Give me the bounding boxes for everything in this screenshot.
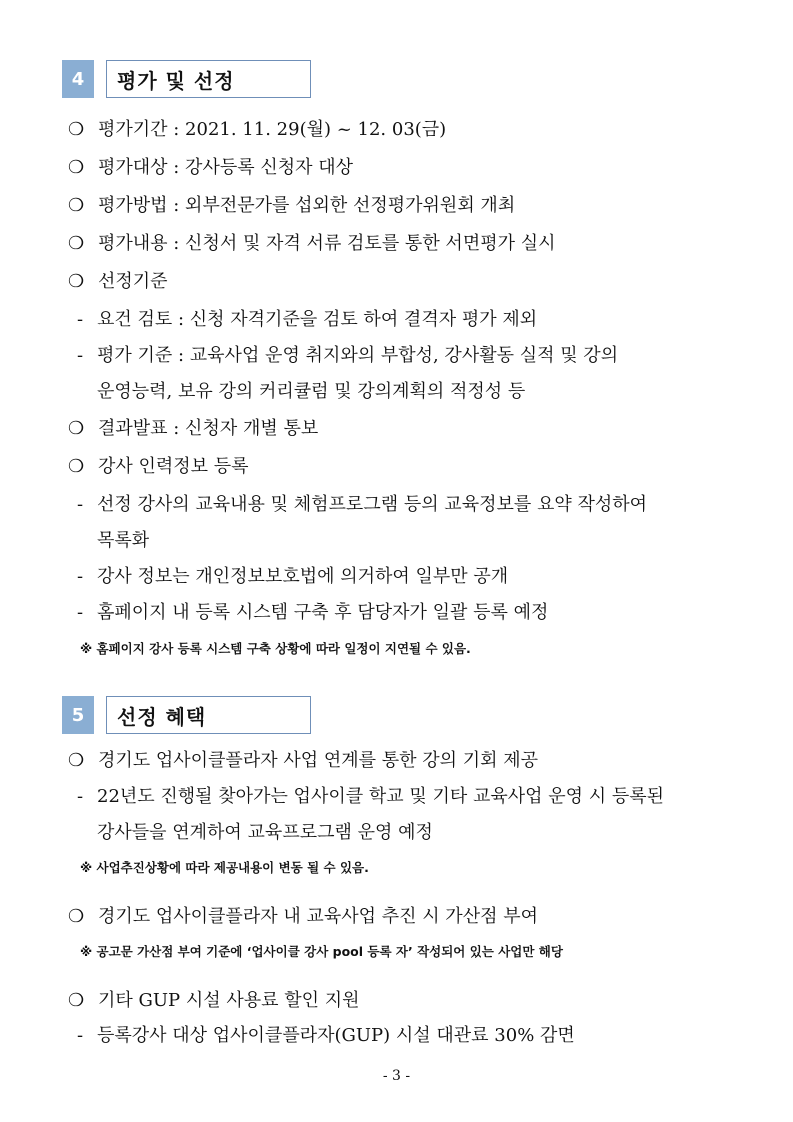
circle-bullet-icon: ❍ [68, 233, 85, 254]
sub-item: - 평가 기준 : 교육사업 운영 취지와의 부합성, 강사활동 실적 및 강의 [77, 345, 619, 366]
list-item: ❍ 평가대상 : 강사등록 신청자 대상 [68, 157, 353, 178]
note: ※ 공고문 가산점 부여 기준에 ‘업사이클 강사 pool 등록 자’ 작성되어 있는 사업만 해당 [80, 944, 563, 959]
sub-item-continuation: 운영능력, 보유 강의 커리큘럼 및 강의계획의 적정성 등 [97, 381, 526, 402]
section-number: 4 [62, 60, 94, 98]
circle-bullet-icon: ❍ [68, 157, 85, 178]
list-item: ❍ 선정기준 [68, 271, 168, 292]
sub-item: - 요건 검토 : 신청 자격기준을 검토 하여 결격자 평가 제외 [77, 309, 538, 330]
sub-item-continuation: 목록화 [97, 530, 150, 551]
page-number: - 3 - [382, 1068, 411, 1084]
circle-bullet-icon: ❍ [68, 906, 85, 927]
section-number: 5 [62, 696, 94, 734]
sub-item: - 등록강사 대상 업사이클플라자(GUP) 시설 대관료 30% 감면 [77, 1025, 575, 1046]
list-item: ❍ 경기도 업사이클플라자 내 교육사업 추진 시 가산점 부여 [68, 906, 538, 927]
sub-item: - 홈페이지 내 등록 시스템 구축 후 담당자가 일괄 등록 예정 [77, 602, 549, 623]
circle-bullet-icon: ❍ [68, 418, 85, 439]
circle-bullet-icon: ❍ [68, 456, 85, 477]
circle-bullet-icon: ❍ [68, 271, 85, 292]
circle-bullet-icon: ❍ [68, 990, 85, 1011]
sub-item-continuation: 강사들을 연계하여 교육프로그램 운영 예정 [97, 822, 433, 843]
sub-item: - 선정 강사의 교육내용 및 체험프로그램 등의 교육정보를 요약 작성하여 [77, 494, 648, 515]
list-item: ❍ 경기도 업사이클플라자 사업 연계를 통한 강의 기회 제공 [68, 750, 538, 771]
list-item: ❍ 기타 GUP 시설 사용료 할인 지원 [68, 990, 360, 1011]
list-item: ❍ 결과발표 : 신청자 개별 통보 [68, 418, 319, 439]
sub-item: - 강사 정보는 개인정보보호법에 의거하여 일부만 공개 [77, 566, 509, 587]
note: ※ 홈페이지 강사 등록 시스템 구축 상황에 따라 일정이 지연될 수 있음. [80, 641, 471, 656]
section-title: 선정 혜택 [106, 696, 311, 734]
list-item: ❍ 평가방법 : 외부전문가를 섭외한 선정평가위원회 개최 [68, 195, 516, 216]
note: ※ 사업추진상황에 따라 제공내용이 변동 될 수 있음. [80, 860, 369, 875]
circle-bullet-icon: ❍ [68, 750, 85, 771]
list-item: ❍ 평가기간 : 2021. 11. 29(월) ~ 12. 03(금) [68, 119, 447, 140]
list-item: ❍ 강사 인력정보 등록 [68, 456, 249, 477]
circle-bullet-icon: ❍ [68, 119, 85, 140]
section-title: 평가 및 선정 [106, 60, 311, 98]
section-5-header [62, 696, 311, 734]
sub-item: - 22년도 진행될 찾아가는 업사이클 학교 및 기타 교육사업 운영 시 등록된 [77, 786, 664, 807]
list-item: ❍ 평가내용 : 신청서 및 자격 서류 검토를 통한 서면평가 실시 [68, 233, 556, 254]
section-4-header [62, 60, 311, 98]
circle-bullet-icon: ❍ [68, 195, 85, 216]
